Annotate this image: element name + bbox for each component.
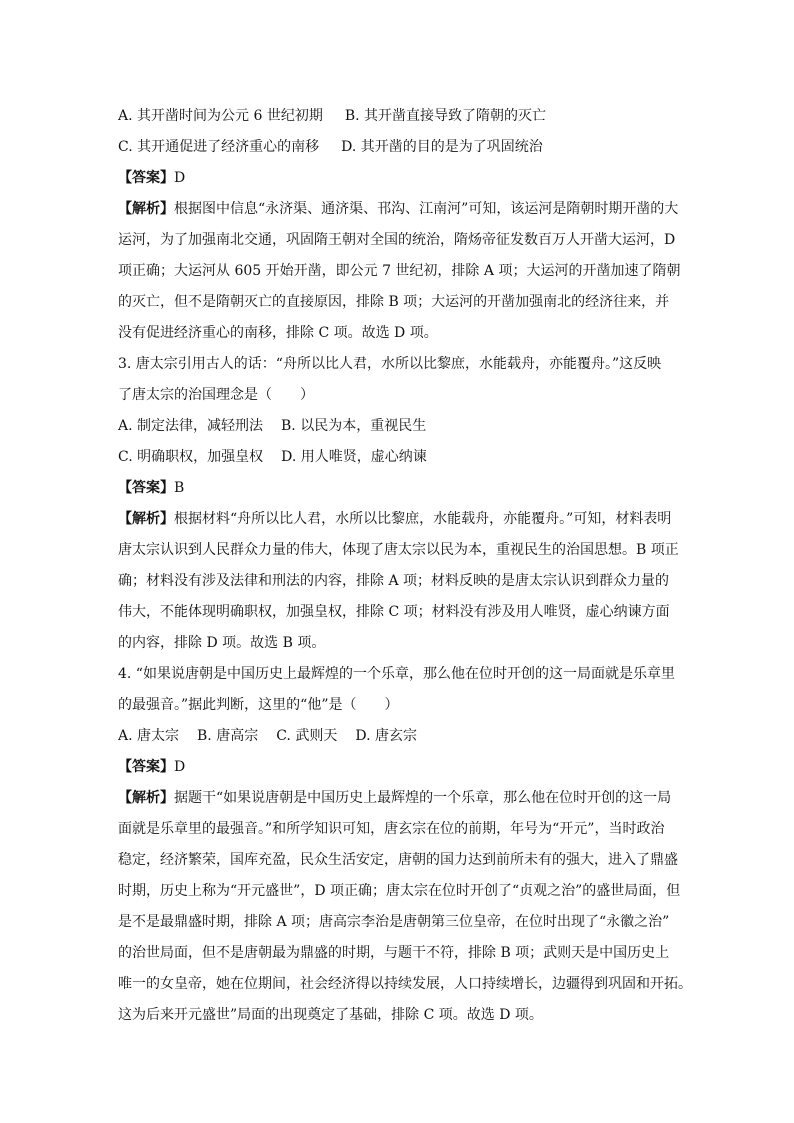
q3-analysis-line: 唐太宗认识到人民群众力量的伟大，体现了唐太宗以民为本，重视民生的治国思想。B 项正 (118, 542, 679, 558)
q3-stem-line: 3. 唐太宗引用古人的话：“舟所以比人君，水所以比黎庶，水能载舟，亦能覆舟。”这反映 (118, 356, 662, 372)
q2-option-d: D. 其开凿的目的是为了巩固统治 (341, 139, 543, 155)
q2-analysis-line: 项正确；大运河从 605 开始开凿，即公元 7 世纪初，排除 A 项；大运河的开凿加速了隋朝 (118, 263, 681, 279)
q3-analysis-line (118, 504, 678, 535)
q2-option-b: B. 其开凿直接导致了隋朝的灭亡 (344, 108, 547, 124)
q2-options-row-1 (118, 101, 678, 132)
answer-tag: 【答案】 (118, 480, 174, 496)
q3-analysis-line: 确；材料没有涉及法律和刑法的内容，排除 A 项；材料反映的是唐太宗认识到群众力量的 (118, 573, 670, 589)
q4-analysis-line: 唯一的女皇帝，她在位期间，社会经济得以持续发展，人口持续增长，边疆得到巩固和开拓。 (118, 976, 692, 992)
analysis-text: 根据图中信息“永济渠、通济渠、邗沟、江南河”可知，该运河是隋朝时期开凿的大 (174, 201, 679, 217)
q4-option-c: C. 武则天 (276, 728, 338, 744)
q2-options-row-2 (118, 132, 678, 163)
analysis-tag: 【解析】 (118, 790, 174, 806)
q4-option-d: D. 唐玄宗 (355, 728, 417, 744)
q4-stem-line: 4. “如果说唐朝是中国历史上最辉煌的一个乐章，那么他在位时开创的这一局面就是乐章里 (118, 666, 675, 682)
q3-option-c: C. 明确职权，加强皇权 (118, 449, 264, 465)
q4-analysis-line: 面就是乐章里的最强音。”和所学知识可知，唐玄宗在位的前期，年号为“开元”，当时政治 (118, 821, 665, 837)
q3-options-row-1 (118, 411, 678, 442)
q4-options-row (118, 721, 678, 752)
analysis-text: 据题干“如果说唐朝是中国历史上最辉煌的一个乐章，那么他在位时开创的这一局 (174, 790, 672, 806)
q3-option-b: B. 以民为本，重视民生 (281, 418, 427, 434)
q2-option-c: C. 其开通促进了经济重心的南移 (118, 139, 320, 155)
q2-analysis-line (118, 194, 678, 225)
q3-analysis-line: 伟大，不能体现明确职权，加强皇权，排除 C 项；材料没有涉及用人唯贤，虚心纳谏方面 (118, 604, 670, 620)
answer-tag: 【答案】 (118, 170, 174, 186)
analysis-tag: 【解析】 (118, 511, 174, 527)
q4-analysis-line: 稳定，经济繁荣，国库充盈，民众生活安定，唐朝的国力达到前所未有的强大，进入了鼎盛 (118, 852, 678, 868)
q4-option-b: B. 唐高宗 (197, 728, 259, 744)
q3-option-a: A. 制定法律，减轻刑法 (118, 418, 264, 434)
q2-analysis-line: 运河，为了加强南北交通，巩固隋王朝对全国的统治，隋炀帝征发数百万人开凿大运河，D (118, 232, 676, 248)
q4-analysis-line: 是不是最鼎盛时期，排除 A 项；唐高宗李治是唐朝第三位皇帝，在位时出现了“永徽之治” (118, 914, 670, 930)
q2-option-a: A. 其开凿时间为公元 6 世纪初期 (118, 108, 323, 124)
q3-options-row-2 (118, 442, 678, 473)
q3-option-d: D. 用人唯贤，虚心纳谏 (281, 449, 427, 465)
document-page (118, 101, 692, 1031)
answer-value: B (174, 480, 185, 496)
q4-option-a: A. 唐太宗 (118, 728, 180, 744)
q4-analysis-line: 的治世局面，但不是唐朝最为鼎盛的时期，与题干不符，排除 B 项；武则天是中国历史上 (118, 945, 670, 961)
q4-analysis-line (118, 783, 678, 814)
analysis-text: 根据材料“舟所以比人君，水所以比黎庶，水能载舟，亦能覆舟。”可知，材料表明 (174, 511, 672, 527)
answer-value: D (174, 759, 186, 775)
q3-analysis-line: 的内容，排除 D 项。故选 B 项。 (118, 635, 326, 651)
answer-value: D (174, 170, 186, 186)
q4-analysis-line: 这为后来开元盛世”局面的出现奠定了基础，排除 C 项。故选 D 项。 (118, 1007, 543, 1023)
q2-answer (118, 163, 678, 194)
q4-stem-line: 的最强音。”据此判断，这里的“他”是（ ） (118, 697, 399, 713)
analysis-tag: 【解析】 (118, 201, 174, 217)
q4-answer (118, 752, 678, 783)
q3-stem-line: 了唐太宗的治国理念是（ ） (118, 387, 314, 403)
answer-tag: 【答案】 (118, 759, 174, 775)
q2-analysis-line: 没有促进经济重心的南移，排除 C 项。故选 D 项。 (118, 325, 438, 341)
q2-analysis-line: 的灭亡，但不是隋朝灭亡的直接原因，排除 B 项；大运河的开凿加强南北的经济往来，并 (118, 294, 670, 310)
q4-analysis-line: 时期，历史上称为“开元盛世”，D 项正确；唐太宗在位时开创了“贞观之治”的盛世局面，但 (118, 883, 681, 899)
q3-answer (118, 473, 678, 504)
